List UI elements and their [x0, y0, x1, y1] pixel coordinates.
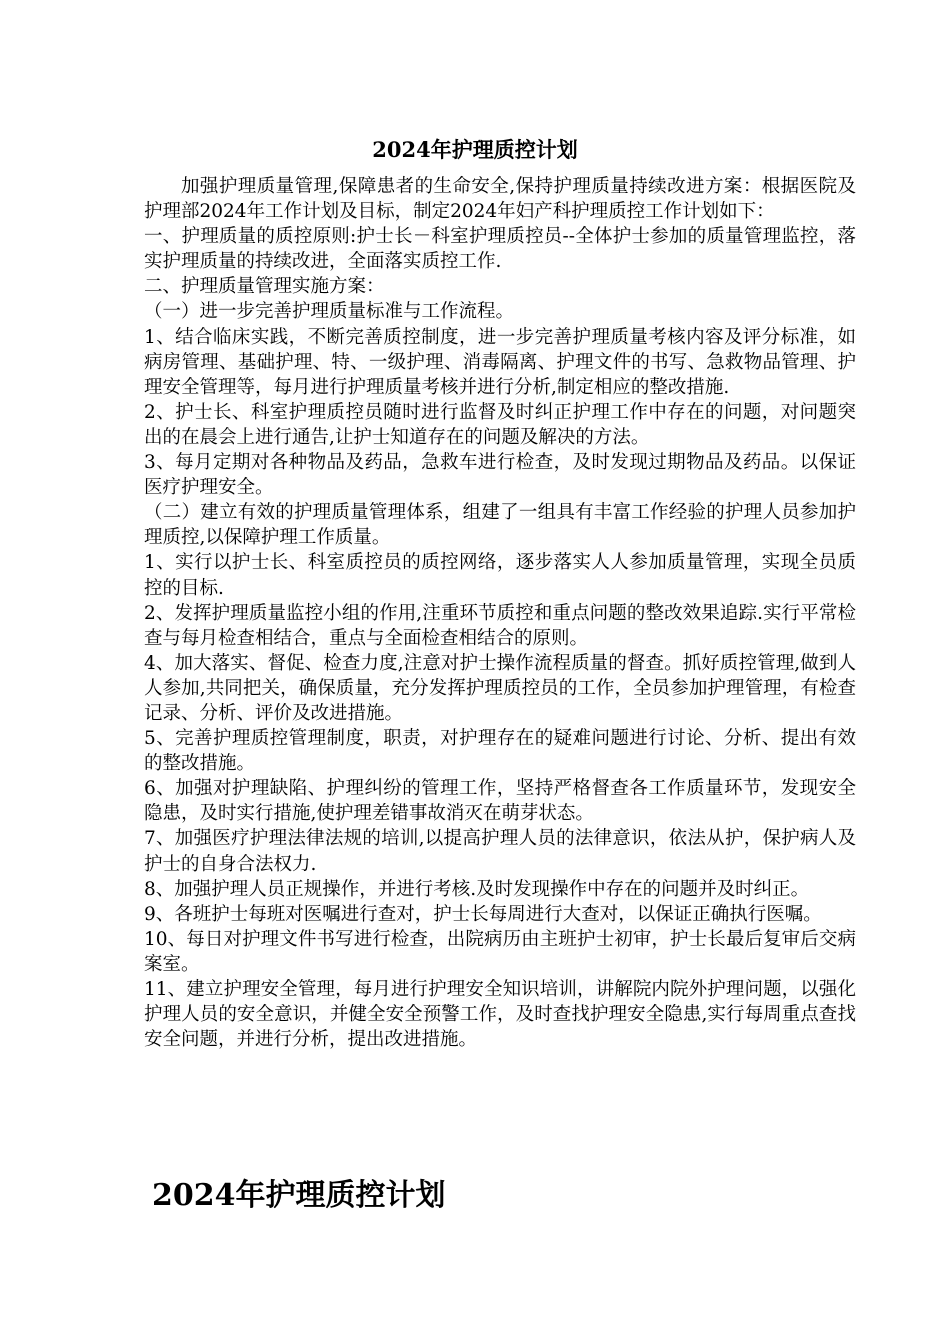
- subsection-1-heading: （一）进一步完善护理质量标准与工作流程。: [144, 301, 515, 323]
- document-title: 2024年护理质控计划: [372, 137, 578, 162]
- section-2-heading: 二、护理质量管理实施方案：: [144, 276, 385, 298]
- subsection-2-item-8: 8、加强护理人员正规操作，并进行考核.及时发现操作中存在的问题并及时纠正。: [144, 878, 810, 900]
- subsection-2-item-9: 9、各班护士每班对医嘱进行查对，护士长每周进行大查对，以保证正确执行医嘱。: [144, 903, 822, 925]
- repeated-document-title: 2024年护理质控计划: [152, 1178, 446, 1213]
- subsection-1-item-3: 3、每月定期对各种物品及药品，急救车进行检查，及时发现过期物品及药品。以保证医疗护理安全。: [144, 452, 856, 499]
- subsection-2-item-5: 5、完善护理质控管理制度，职责，对护理存在的疑难问题进行讨论、分析、提出有效的整改措施。: [144, 728, 856, 775]
- intro-paragraph: 加强护理质量管理,保障患者的生命安全,保持护理质量持续改进方案：根据医院及护理部2024年工作计划及目标，制定2024年妇产科护理质控工作计划如下：: [144, 176, 856, 223]
- document-body: [144, 174, 856, 1052]
- subsection-1-item-1: 1、结合临床实践，不断完善质控制度，进一步完善护理质量考核内容及评分标准，如病房管理、基础护理、特、一级护理、消毒隔离、护理文件的书写、急救物品管理、护理安全管理等，每月进行护理质量考核并进行分析,制定相应的整改措施.: [144, 326, 856, 398]
- section-1-principle: 一、护理质量的质控原则:护士长－科室护理质控员--全体护士参加的质量管理监控，落实护理质量的持续改进，全面落实质控工作.: [144, 226, 856, 273]
- subsection-2-heading: （二）建立有效的护理质量管理体系，组建了一组具有丰富工作经验的护理人员参加护理质控,以保障护理工作质量。: [144, 502, 856, 549]
- subsection-2-item-6: 6、加强对护理缺陷、护理纠纷的管理工作，坚持严格督查各工作质量环节，发现安全隐患，及时实行措施,使护理差错事故消灭在萌芽状态。: [144, 778, 856, 825]
- subsection-2-item-1: 1、实行以护士长、科室质控员的质控网络，逐步落实人人参加质量管理，实现全员质控的目标.: [144, 552, 856, 599]
- subsection-1-item-2: 2、护士长、科室护理质控员随时进行监督及时纠正护理工作中存在的问题，对问题突出的在晨会上进行通告,让护士知道存在的问题及解决的方法。: [144, 401, 856, 448]
- subsection-2-item-10: 10、每日对护理文件书写进行检查，出院病历由主班护士初审，护士长最后复审后交病案室。: [144, 928, 856, 975]
- subsection-2-item-7: 7、加强医疗护理法律法规的培训,以提高护理人员的法律意识，依法从护，保护病人及护士的自身合法权力.: [144, 828, 856, 875]
- subsection-2-item-4: 4、加大落实、督促、检查力度,注意对护士操作流程质量的督查。抓好质控管理,做到人人参加,共同把关，确保质量，充分发挥护理质控员的工作，全员参加护理管理，有检查记录、分析、评价及改进措施。: [144, 652, 856, 724]
- subsection-2-item-11: 11、建立护理安全管理，每月进行护理安全知识培训，讲解院内院外护理问题，以强化护理人员的安全意识，并健全安全预警工作，及时查找护理安全隐患,实行每周重点查找安全问题，并进行分析，提出改进措施。: [144, 979, 856, 1051]
- subsection-2-item-2: 2、发挥护理质量监控小组的作用,注重环节质控和重点问题的整改效果追踪.实行平常检查与每月检查相结合，重点与全面检查相结合的原则。: [144, 602, 856, 649]
